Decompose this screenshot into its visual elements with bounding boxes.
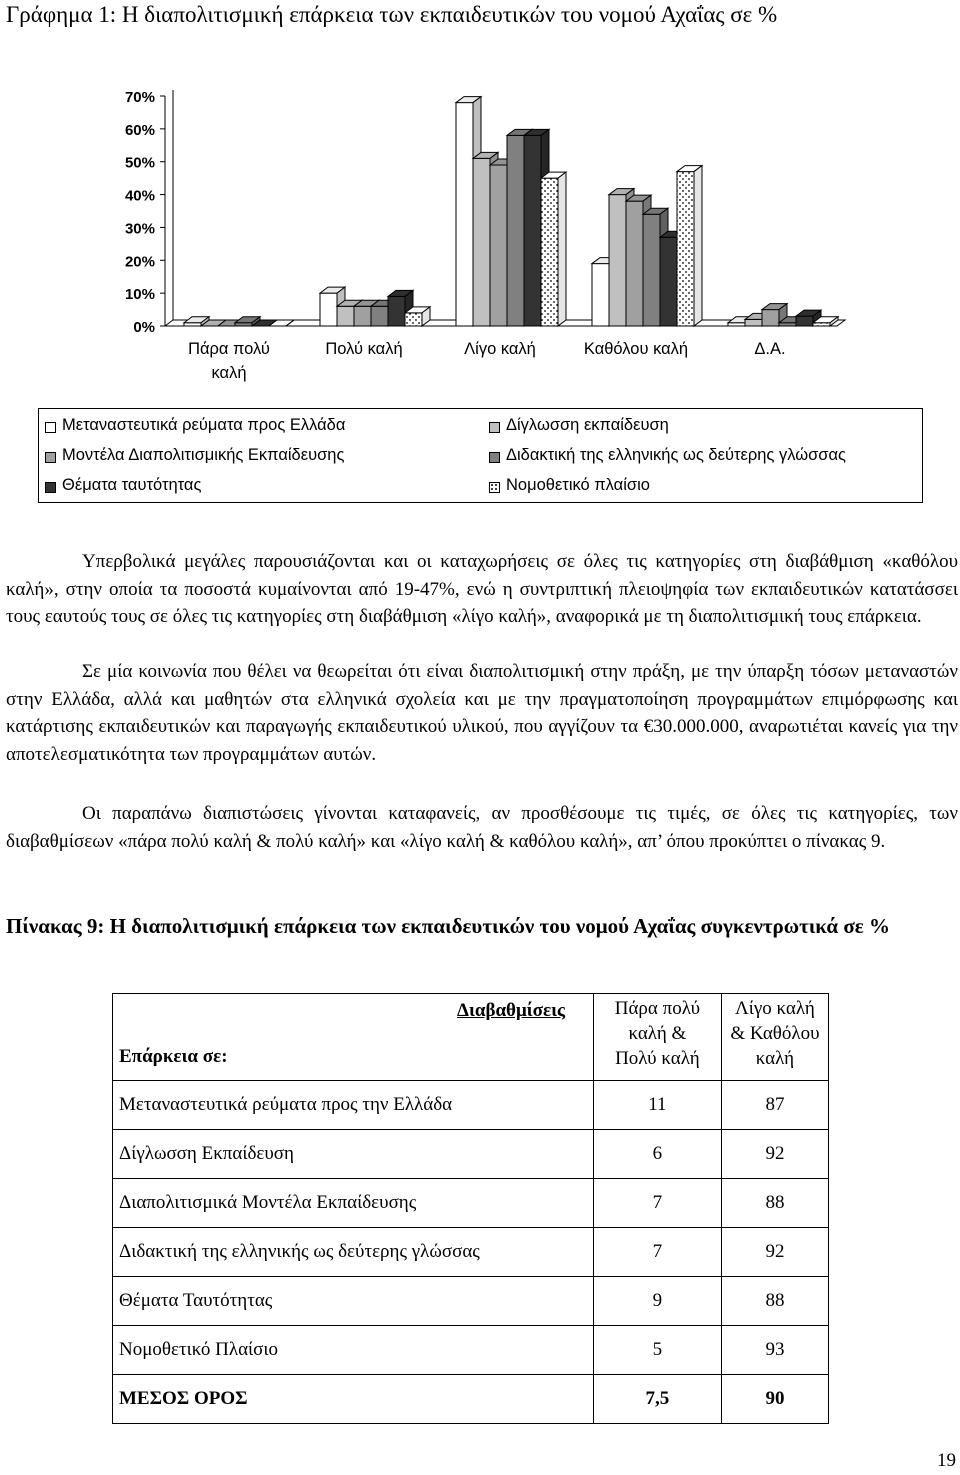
col2-line1: Λίγο καλή <box>734 998 815 1019</box>
col1-line1: Πάρα πολύ <box>614 998 700 1019</box>
chart-legend <box>38 408 923 503</box>
y-tick-label: 20% <box>124 253 155 271</box>
legend-label: Θέματα ταυτότητας <box>62 476 202 494</box>
x-tick-label: Λίγο καλή <box>464 340 536 358</box>
col2-line2: & Καθόλου <box>730 1023 820 1044</box>
bar <box>592 264 609 326</box>
y-tick-label: 70% <box>124 89 155 106</box>
row-label: Νομοθετικό Πλαίσιο <box>113 1326 594 1375</box>
bar <box>371 306 388 326</box>
table-corner-cell <box>113 994 594 1081</box>
table-row <box>113 1277 829 1326</box>
x-tick-label: Πάρα πολύ καλή <box>188 340 270 382</box>
col1-line3: Πολύ καλή <box>615 1048 700 1069</box>
bar <box>541 178 558 326</box>
legend-label: Νομοθετικό πλαίσιο <box>506 476 650 494</box>
total-value-high: 7,5 <box>593 1375 721 1424</box>
legend-swatch <box>489 422 500 433</box>
row-value-low: 92 <box>721 1130 828 1179</box>
total-label: ΜΕΣΟΣ ΟΡΟΣ <box>113 1375 594 1424</box>
table-col-header-high <box>593 994 721 1081</box>
table-row <box>113 1081 829 1130</box>
table-row <box>113 1130 829 1179</box>
legend-label: Διδακτική της ελληνικής ως δεύτερης γλώσσας <box>506 446 846 464</box>
y-tick-label: 0% <box>133 319 155 336</box>
row-label: Θέματα Ταυτότητας <box>113 1277 594 1326</box>
row-value-high: 11 <box>593 1081 721 1130</box>
y-tick-label: 40% <box>124 187 155 205</box>
row-value-high: 7 <box>593 1228 721 1277</box>
row-value-low: 93 <box>721 1326 828 1375</box>
row-value-high: 7 <box>593 1179 721 1228</box>
row-value-high: 9 <box>593 1277 721 1326</box>
row-label: Δίγλωσση Εκπαίδευση <box>113 1130 594 1179</box>
bar <box>388 296 405 326</box>
bar-side <box>694 166 702 326</box>
bar <box>796 316 813 326</box>
table-header-row <box>113 994 829 1081</box>
bar <box>456 103 473 326</box>
row-value-low: 88 <box>721 1277 828 1326</box>
bar <box>507 135 524 326</box>
paragraph-1: Υπερβολικά μεγάλες παρουσιάζονται και οι καταχωρήσεις σε όλες τις κατηγορίες στη διαβάθμιση «καθόλου καλή», στην οποία τα ποσοστά κυμαίνονται από 19-47%, ενώ η συντριπτική πλειοψηφία των εκπαιδευτικών κατατάσσει τους εαυτούς τους σε όλες τις κατηγορίες στη διαβάθμιση «λίγο καλή», αναφορικά με τη διαπολιτισμική τους επάρκεια. <box>6 551 958 627</box>
paragraph-2: Σε μία κοινωνία που θέλει να θεωρείται ότι είναι διαπολιτισμική στην πράξη, με την ύπαρξη τόσων μεταναστών στην Ελλάδα, αλλά και μαθητών στα ελληνικά σχολεία και με την πραγματοποίηση προγραμμάτων επιμόρφωσης και κατάρτισης εκπαιδευτικών και παραγωγής εκπαιδευτικού υλικού, που αγγίζουν τα €30.000.000, αναρωτιέται κανείς για την αποτελεσματικότητα των προγραμμάτων αυτών. <box>6 661 958 765</box>
total-value-low: 90 <box>721 1375 828 1424</box>
row-value-high: 6 <box>593 1130 721 1179</box>
bar <box>626 201 643 326</box>
y-tick-label: 30% <box>124 220 155 238</box>
legend-swatch <box>489 482 500 493</box>
table-title: Πίνακας 9: Η διαπολιτισμική επάρκεια των εκπαιδευτικών του νομού Αχαΐας συγκεντρωτικά σε % <box>6 914 890 938</box>
legend-swatch <box>45 452 56 463</box>
bar <box>490 165 507 326</box>
paragraph-3: Οι παραπάνω διαπιστώσεις γίνονται καταφανείς, αν προσθέσουμε τις τιμές, σε όλες τις κατηγορίες, των διαβαθμίσεων «πάρα πολύ καλή & πολύ καλή» και «λίγο καλή & καθόλου καλή», απ’ όπου προκύπτει ο πίνακας 9. <box>6 803 958 852</box>
bar <box>337 306 354 326</box>
bar <box>405 313 422 326</box>
bar <box>320 293 337 326</box>
row-value-low: 88 <box>721 1179 828 1228</box>
bar <box>473 158 490 326</box>
bar <box>643 214 660 326</box>
table-row <box>113 1179 829 1228</box>
legend-swatch <box>489 452 500 463</box>
row-value-low: 87 <box>721 1081 828 1130</box>
table-total-row <box>113 1375 829 1424</box>
x-tick-label: Δ.Α. <box>754 340 786 358</box>
row-label: Διαπολιτισμικά Μοντέλα Εκπαίδευσης <box>113 1179 594 1228</box>
bar <box>524 135 541 326</box>
figure-title: Γράφημα 1: Η διαπολιτισμική επάρκεια των εκπαιδευτικών του νομού Αχαΐας σε % <box>6 2 778 27</box>
row-value-low: 92 <box>721 1228 828 1277</box>
table-corner-bottom: Επάρκεια σε: <box>119 1046 228 1067</box>
row-value-high: 5 <box>593 1326 721 1375</box>
x-tick-label: Καθόλου καλή <box>583 340 689 358</box>
y-tick-label: 50% <box>124 154 155 172</box>
bar <box>354 306 371 326</box>
col1-line2: καλή & <box>628 1023 687 1044</box>
table-row <box>113 1228 829 1277</box>
bar <box>745 319 762 326</box>
legend-label: Δίγλωσση εκπαίδευση <box>506 416 669 434</box>
legend-swatch <box>45 482 56 493</box>
y-tick-label: 60% <box>124 121 155 139</box>
table-row <box>113 1326 829 1375</box>
y-tick-label: 10% <box>124 286 155 304</box>
summary-table <box>112 993 829 1424</box>
table-corner-top: Διαβαθμίσεις <box>457 1000 565 1021</box>
row-label: Μεταναστευτικά ρεύματα προς την Ελλάδα <box>113 1081 594 1130</box>
row-label: Διδακτική της ελληνικής ως δεύτερης γλώσσας <box>113 1228 594 1277</box>
bar-side <box>558 172 566 326</box>
legend-label: Μοντέλα Διαπολιτισμικής Εκπαίδευσης <box>62 446 345 464</box>
bar <box>660 237 677 326</box>
bar-chart <box>0 0 960 400</box>
bar <box>677 172 694 326</box>
legend-swatch <box>45 422 56 433</box>
legend-label: Μεταναστευτικά ρεύματα προς Ελλάδα <box>62 416 346 434</box>
col2-line3: καλή <box>755 1048 795 1069</box>
bar <box>609 195 626 326</box>
x-tick-label: Πολύ καλή <box>325 340 403 358</box>
table-col-header-low <box>721 994 828 1081</box>
page-number: 19 <box>937 1450 956 1471</box>
bar <box>762 310 779 326</box>
